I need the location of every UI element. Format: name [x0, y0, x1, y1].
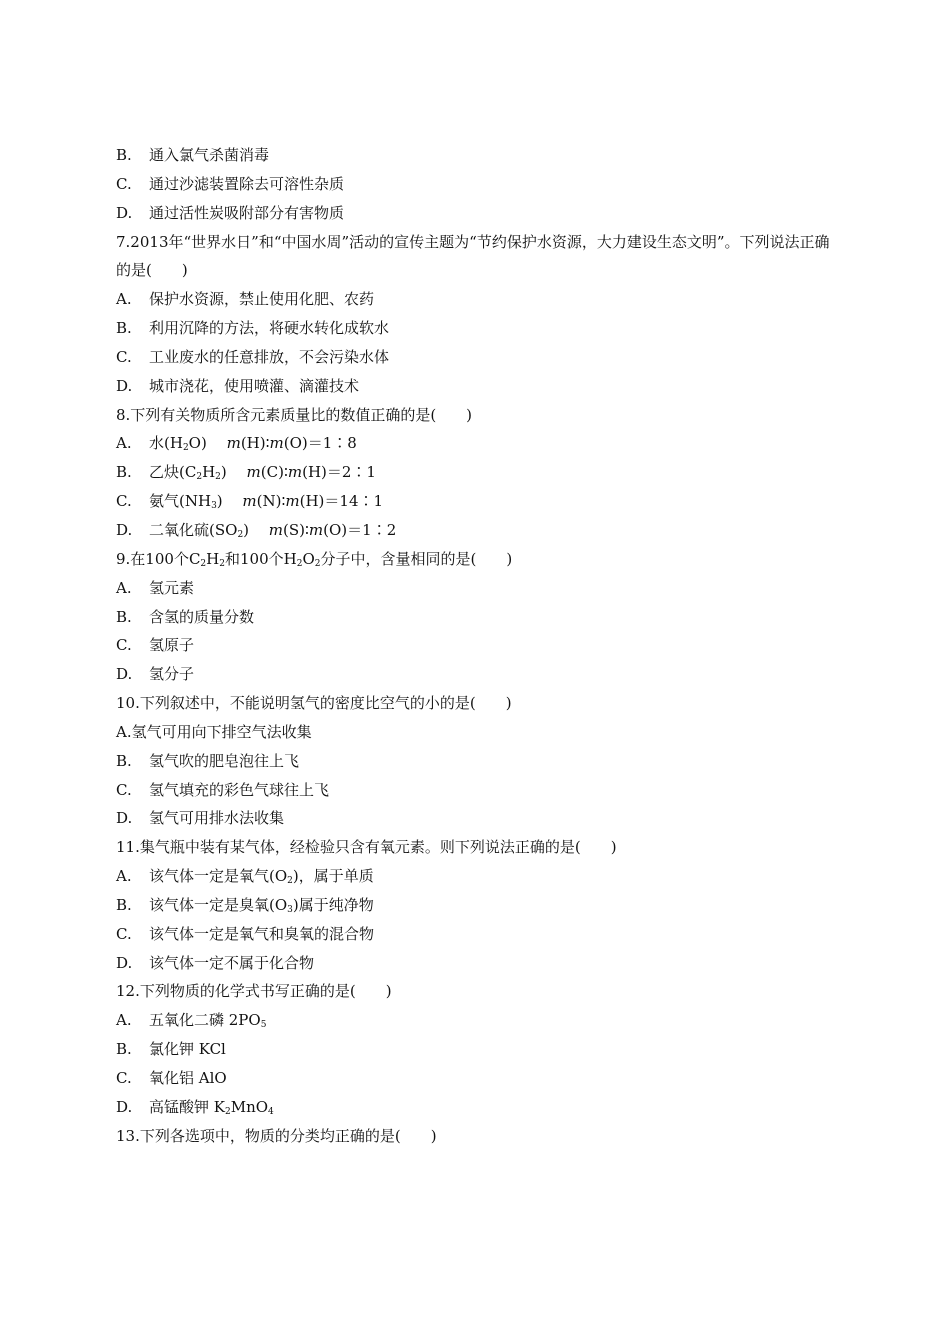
answer-option — [116, 285, 836, 314]
answer-option — [116, 458, 836, 487]
question-stem — [116, 401, 836, 430]
option-label: A. — [116, 578, 132, 597]
answer-option — [116, 1093, 836, 1122]
option-label: D. — [116, 665, 133, 684]
question-text: 8.下列有关物质所含元素质量比的数值正确的是( ) — [116, 405, 473, 424]
option-label: B. — [116, 1040, 132, 1059]
question-text: 7.2013年“世界水日”和“中国水周”活动的宣传主题为“节约保护水资源，大力建设生态文明”。下列说法正确的是( ) — [116, 232, 830, 280]
option-text: 该气体一定是氧气$(O_2)$，属于单质 — [149, 867, 374, 887]
option-text: 通入氯气杀菌消毒 — [149, 146, 270, 164]
option-text: 乙炔$(C_2H_2)$ m(C)∶m(H)＝2∶1 — [149, 463, 376, 483]
answer-option — [116, 343, 836, 372]
answer-option — [116, 516, 836, 545]
option-text: 该气体一定不属于化合物 — [149, 953, 315, 972]
option-label: A. — [116, 434, 132, 453]
answer-option — [116, 170, 836, 199]
option-label: B. — [116, 895, 132, 914]
option-text: 氨气$(NH_3)$ m(N)∶m(H)＝14∶1 — [149, 492, 384, 512]
option-text: 工业废水的任意排放，不会污染水体 — [149, 347, 390, 366]
answer-option — [116, 631, 836, 660]
option-label: B. — [116, 463, 132, 482]
option-text: 五氧化二磷 $2PO_5$ — [149, 1011, 267, 1031]
option-text: 二氧化硫$(SO_2)$ m(S)∶m(O)＝1∶2 — [149, 520, 397, 540]
answer-option — [116, 487, 836, 516]
answer-option — [116, 199, 836, 228]
answer-option — [116, 1064, 836, 1093]
option-label: D. — [116, 809, 133, 828]
answer-option — [116, 1035, 836, 1064]
option-label: C. — [116, 492, 132, 511]
option-label: B. — [116, 319, 132, 338]
option-label: C. — [116, 636, 132, 655]
answer-option — [116, 314, 836, 343]
answer-option — [116, 574, 836, 603]
question-stem — [116, 228, 836, 286]
answer-option — [116, 372, 836, 401]
option-label: C. — [116, 174, 132, 193]
option-label: D. — [116, 376, 133, 395]
answer-option — [116, 862, 836, 891]
question-text: 11.集气瓶中装有某气体，经检验只含有氧元素。则下列说法正确的是( ) — [116, 838, 617, 857]
option-label: D. — [116, 1097, 133, 1116]
option-label: C. — [116, 347, 132, 366]
option-label: D. — [116, 203, 133, 222]
option-text: 含氢的质量分数 — [149, 607, 255, 626]
answer-option — [116, 747, 836, 776]
answer-option — [116, 718, 836, 747]
option-text: 氢元素 — [149, 578, 195, 597]
question-list — [116, 141, 836, 1151]
answer-option — [116, 891, 836, 920]
option-text: 该气体一定是臭氧$(O_3)$属于纯净物 — [149, 895, 374, 915]
option-text: 氢气可用排水法收集 — [149, 809, 285, 828]
answer-option — [116, 141, 836, 170]
option-text: 氧化铝 AlO — [149, 1069, 227, 1087]
option-text: 水$(H_2O)$ m(H)∶m(O)＝1∶8 — [149, 434, 357, 454]
option-label: D. — [116, 520, 133, 539]
option-text: 高锰酸钾 $K_2MnO_4$ — [149, 1097, 274, 1117]
option-text: 氢原子 — [149, 636, 195, 655]
answer-option — [116, 804, 836, 833]
option-label: B. — [116, 751, 132, 770]
option-text: 氢气可用向下排空气法收集 — [131, 722, 312, 741]
option-label: A. — [116, 722, 132, 741]
option-text: 氯化钾 KCl — [149, 1040, 226, 1059]
answer-option — [116, 1006, 836, 1035]
question-text: 13.下列各选项中，物质的分类均正确的是( ) — [116, 1126, 437, 1145]
option-label: A. — [116, 1011, 132, 1030]
question-stem — [116, 545, 836, 574]
question-stem — [116, 977, 836, 1006]
option-label: C. — [116, 1069, 132, 1087]
answer-option — [116, 920, 836, 949]
option-label: A. — [116, 290, 132, 309]
answer-option — [116, 660, 836, 689]
question-text: 9.在100个$C_2H_2$和100个$H_2O_2$分子中，含量相同的是( ) — [116, 549, 513, 569]
answer-option — [116, 429, 836, 458]
option-label: B. — [116, 607, 132, 626]
option-text: 城市浇花，使用喷灌、滴灌技术 — [149, 376, 360, 395]
option-text: 保护水资源，禁止使用化肥、农药 — [149, 290, 375, 309]
question-stem — [116, 1122, 836, 1151]
option-text: 通过沙滤装置除去可溶性杂质 — [149, 174, 345, 193]
option-label: C. — [116, 780, 132, 799]
option-label: C. — [116, 924, 132, 943]
option-label: D. — [116, 953, 133, 972]
option-label: A. — [116, 867, 132, 886]
answer-option — [116, 949, 836, 978]
question-stem — [116, 689, 836, 718]
option-text: 氢分子 — [149, 665, 195, 684]
answer-option — [116, 776, 836, 805]
option-label: B. — [116, 146, 132, 164]
option-text: 该气体一定是氧气和臭氧的混合物 — [149, 924, 375, 943]
question-text: 10.下列叙述中，不能说明氢气的密度比空气的小的是( ) — [116, 694, 512, 713]
option-text: 利用沉降的方法，将硬水转化成软水 — [149, 319, 390, 338]
option-text: 氢气吹的肥皂泡往上飞 — [149, 751, 300, 770]
option-text: 通过活性炭吸附部分有害物质 — [149, 203, 345, 222]
question-text: 12.下列物质的化学式书写正确的是( ) — [116, 982, 392, 1001]
answer-option — [116, 603, 836, 632]
question-stem — [116, 833, 836, 862]
option-text: 氢气填充的彩色气球往上飞 — [149, 780, 330, 799]
